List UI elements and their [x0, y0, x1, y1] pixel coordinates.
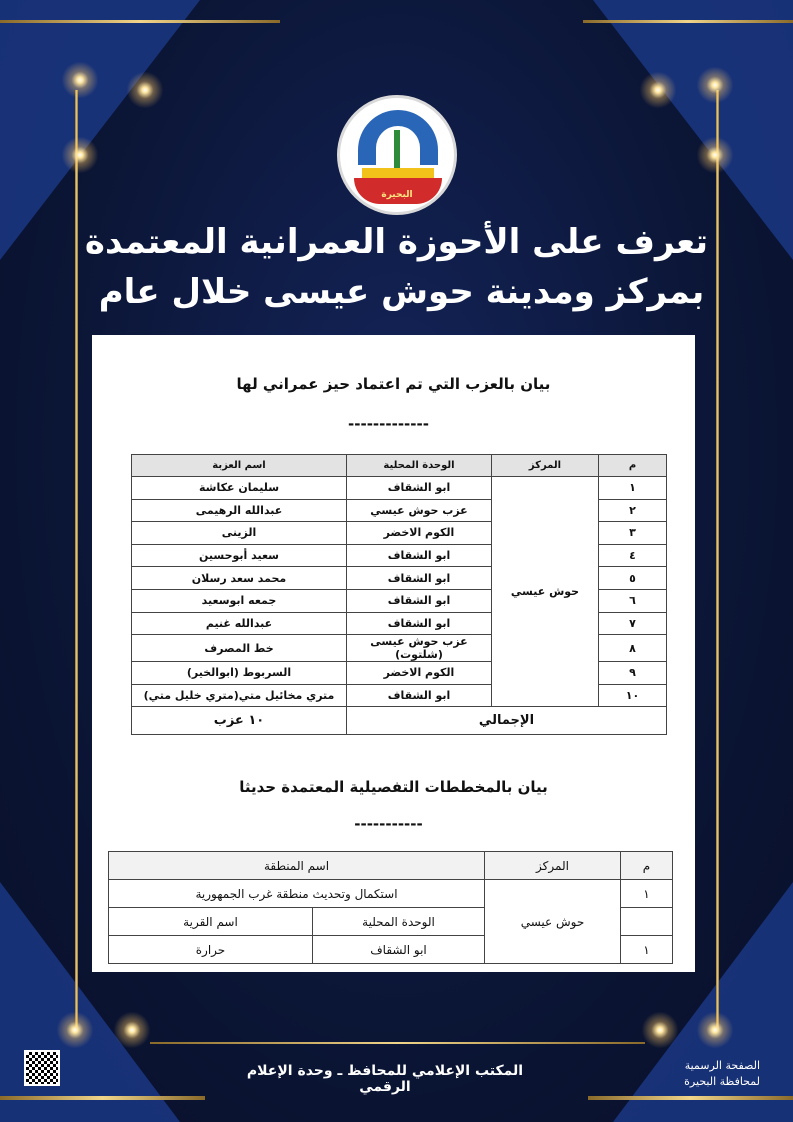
sparkle	[695, 65, 735, 105]
sparkle	[60, 135, 100, 175]
gold-line	[0, 1096, 205, 1100]
official-line2: لمحافظة البحيرة	[684, 1075, 760, 1088]
cell-name: سعيد أبوحسين	[132, 544, 347, 567]
plans-table	[108, 851, 673, 964]
header-center: المركز	[485, 852, 621, 880]
table-row	[132, 477, 667, 500]
cell-n: ١	[599, 477, 667, 500]
gold-line	[583, 20, 793, 23]
cell-name: عبدالله غنيم	[132, 612, 347, 635]
cell-n: ٧	[599, 612, 667, 635]
cell-n: ١	[621, 936, 673, 964]
section2-heading: بيان بالمخططات التفصيلية المعتمدة حديثا	[239, 778, 548, 796]
cell-name: عبدالله الرهيمى	[132, 499, 347, 522]
section1-heading: بيان بالعزب التي تم اعتماد حيز عمراني لها	[236, 375, 551, 393]
sparkle	[55, 1010, 95, 1050]
cell-n: ٩	[599, 662, 667, 685]
header-n: م	[599, 455, 667, 477]
header-unit: الوحدة المحلية	[347, 455, 492, 477]
cell-name: جمعه ابوسعيد	[132, 589, 347, 612]
cell-unit: عزب حوش عيسى (شلتوت)	[347, 635, 492, 662]
cell-name: سليمان عكاشة	[132, 477, 347, 500]
sparkle	[695, 1010, 735, 1050]
cell-n: ٨	[599, 635, 667, 662]
total-value: ١٠ عزب	[132, 707, 347, 735]
sparkle	[60, 60, 100, 100]
cell-unit: ابو الشقاف	[347, 477, 492, 500]
cell-empty	[621, 908, 673, 936]
logo-text: البحيرة	[381, 190, 413, 200]
cell-n: ١٠	[599, 684, 667, 707]
cell-name: متري مخائيل متي(متري خليل متي)	[132, 684, 347, 707]
table-row	[109, 880, 673, 908]
gold-line	[588, 1096, 793, 1100]
header-area: اسم المنطقة	[109, 852, 485, 880]
header-unit: الوحدة المحلية	[313, 908, 485, 936]
header-village: اسم القرية	[109, 908, 313, 936]
header-center: المركز	[492, 455, 599, 477]
cell-n: ١	[621, 880, 673, 908]
section1-divider: -------------	[348, 415, 429, 433]
cell-unit: ابو الشقاف	[347, 612, 492, 635]
villages-table	[131, 454, 667, 735]
footer-office: المكتب الإعلامي للمحافظ ـ وحدة الإعلام الرقمي	[246, 1063, 524, 1095]
table-header	[132, 455, 667, 477]
qr-code[interactable]	[24, 1050, 60, 1086]
section2-divider: -----------	[354, 815, 423, 833]
total-label: الإجمالي	[347, 707, 667, 735]
sparkle	[638, 70, 678, 110]
cell-unit: ابو الشقاف	[347, 567, 492, 590]
cell-n: ٢	[599, 499, 667, 522]
cell-unit: ابو الشقاف	[313, 936, 485, 964]
gold-line	[0, 20, 280, 23]
cell-area: استكمال وتحديث منطقة غرب الجمهورية	[109, 880, 485, 908]
cell-n: ٣	[599, 522, 667, 545]
gold-line	[150, 1042, 645, 1044]
cell-unit: ابو الشقاف	[347, 544, 492, 567]
decor-top-left	[0, 0, 200, 260]
document-sheet	[92, 335, 695, 972]
governorate-logo	[337, 95, 457, 215]
cell-unit: الكوم الاخضر	[347, 662, 492, 685]
header-n: م	[621, 852, 673, 880]
official-page-label	[660, 1058, 760, 1090]
table-header	[109, 852, 673, 880]
cell-n: ٥	[599, 567, 667, 590]
cell-name: خط المصرف	[132, 635, 347, 662]
cell-center: حوش عيسي	[492, 477, 599, 707]
cell-n: ٤	[599, 544, 667, 567]
cell-unit: الكوم الاخضر	[347, 522, 492, 545]
cell-name: الزينى	[132, 522, 347, 545]
cell-unit: عزب حوش عيسي	[347, 499, 492, 522]
header-name: اسم العزبة	[132, 455, 347, 477]
cell-center: حوش عيسي	[485, 880, 621, 964]
sparkle	[112, 1010, 152, 1050]
sparkle	[695, 135, 735, 175]
cell-unit: ابو الشقاف	[347, 589, 492, 612]
page-title-line1: تعرف على الأحوزة العمرانية المعتمدة	[84, 222, 709, 262]
total-row	[132, 707, 667, 735]
official-line1: الصفحة الرسمية	[684, 1059, 760, 1072]
cell-n: ٦	[599, 589, 667, 612]
sparkle	[640, 1010, 680, 1050]
cell-village: حرارة	[109, 936, 313, 964]
cell-unit: ابو الشقاف	[347, 684, 492, 707]
cell-name: السربوط (ابوالخير)	[132, 662, 347, 685]
cell-name: محمد سعد رسلان	[132, 567, 347, 590]
sparkle	[125, 70, 165, 110]
page-title-line2: بمركز ومدينة حوش عيسى خلال عام	[98, 272, 705, 312]
decor-top-right	[593, 0, 793, 260]
